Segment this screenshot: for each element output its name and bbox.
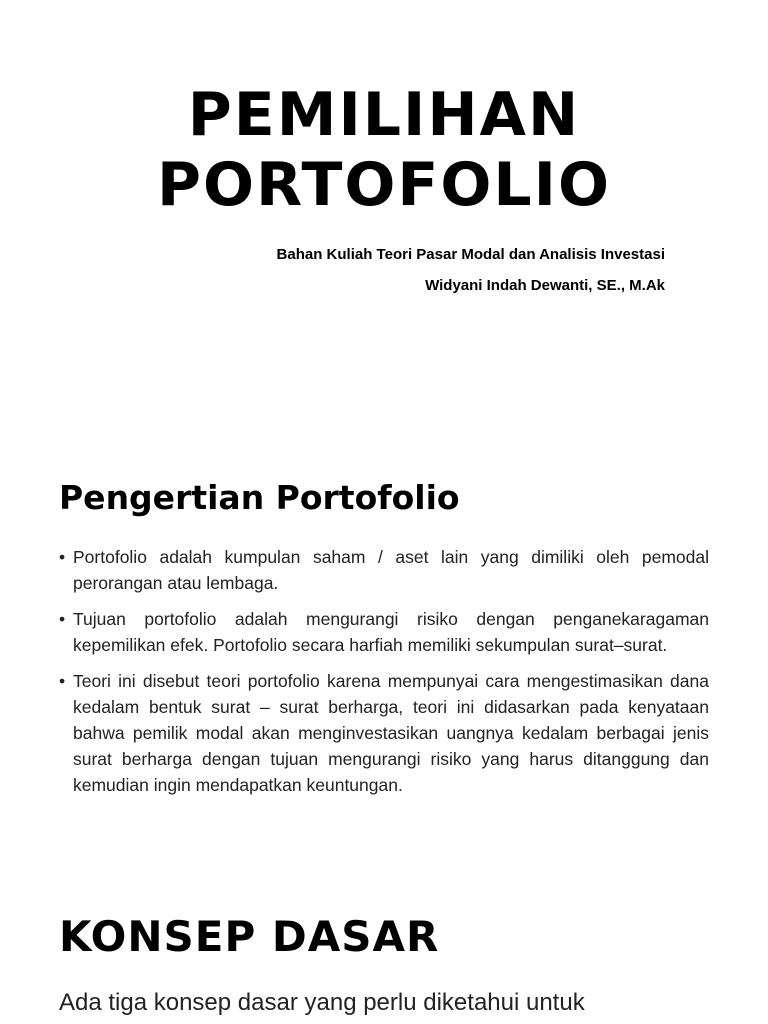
bullet-icon: •: [59, 547, 66, 567]
concept-slide: [0, 895, 768, 1024]
course-subtitle: Bahan Kuliah Teori Pasar Modal dan Analisis Investasi: [276, 246, 665, 263]
bullet-icon: •: [59, 671, 66, 691]
bullet-item: [59, 668, 709, 798]
bullet-text: Tujuan portofolio adalah mengurangi risiko dengan penganekaragaman kepemilikan efek. Portofolio secara harfiah memiliki sekumpulan surat–surat.: [73, 609, 709, 655]
main-title: [0, 80, 768, 220]
main-title-line-1: PEMILIHAN: [187, 80, 581, 150]
bullet-item: [59, 606, 709, 658]
definition-slide: [0, 440, 768, 870]
bullet-text: Teori ini disebut teori portofolio karena mempunyai cara mengestimasikan dana kedalam bentuk surat – surat berharga, teori ini didasarkan pada kenyataan bahwa pemilik modal akan menginvestasikan uangnya kedalam berbagai jenis surat berharga dengan tujuan mengurangi risiko yang harus ditanggung dan kemudian ingin mendapatkan keuntungan.: [73, 671, 709, 795]
bullet-item: [59, 544, 709, 596]
author-name: Widyani Indah Dewanti, SE., M.Ak: [425, 277, 665, 294]
definition-title: Pengertian Portofolio: [59, 478, 460, 517]
definition-bullet-list: [59, 544, 709, 808]
concept-intro: Ada tiga konsep dasar yang perlu diketahui untuk: [59, 989, 585, 1016]
main-title-line-2: PORTOFOLIO: [157, 150, 611, 220]
concept-title: KONSEP DASAR: [59, 912, 440, 961]
title-slide: [0, 0, 768, 420]
bullet-icon: •: [59, 609, 66, 629]
bullet-text: Portofolio adalah kumpulan saham / aset lain yang dimiliki oleh pemodal perorangan atau lembaga.: [73, 547, 709, 593]
